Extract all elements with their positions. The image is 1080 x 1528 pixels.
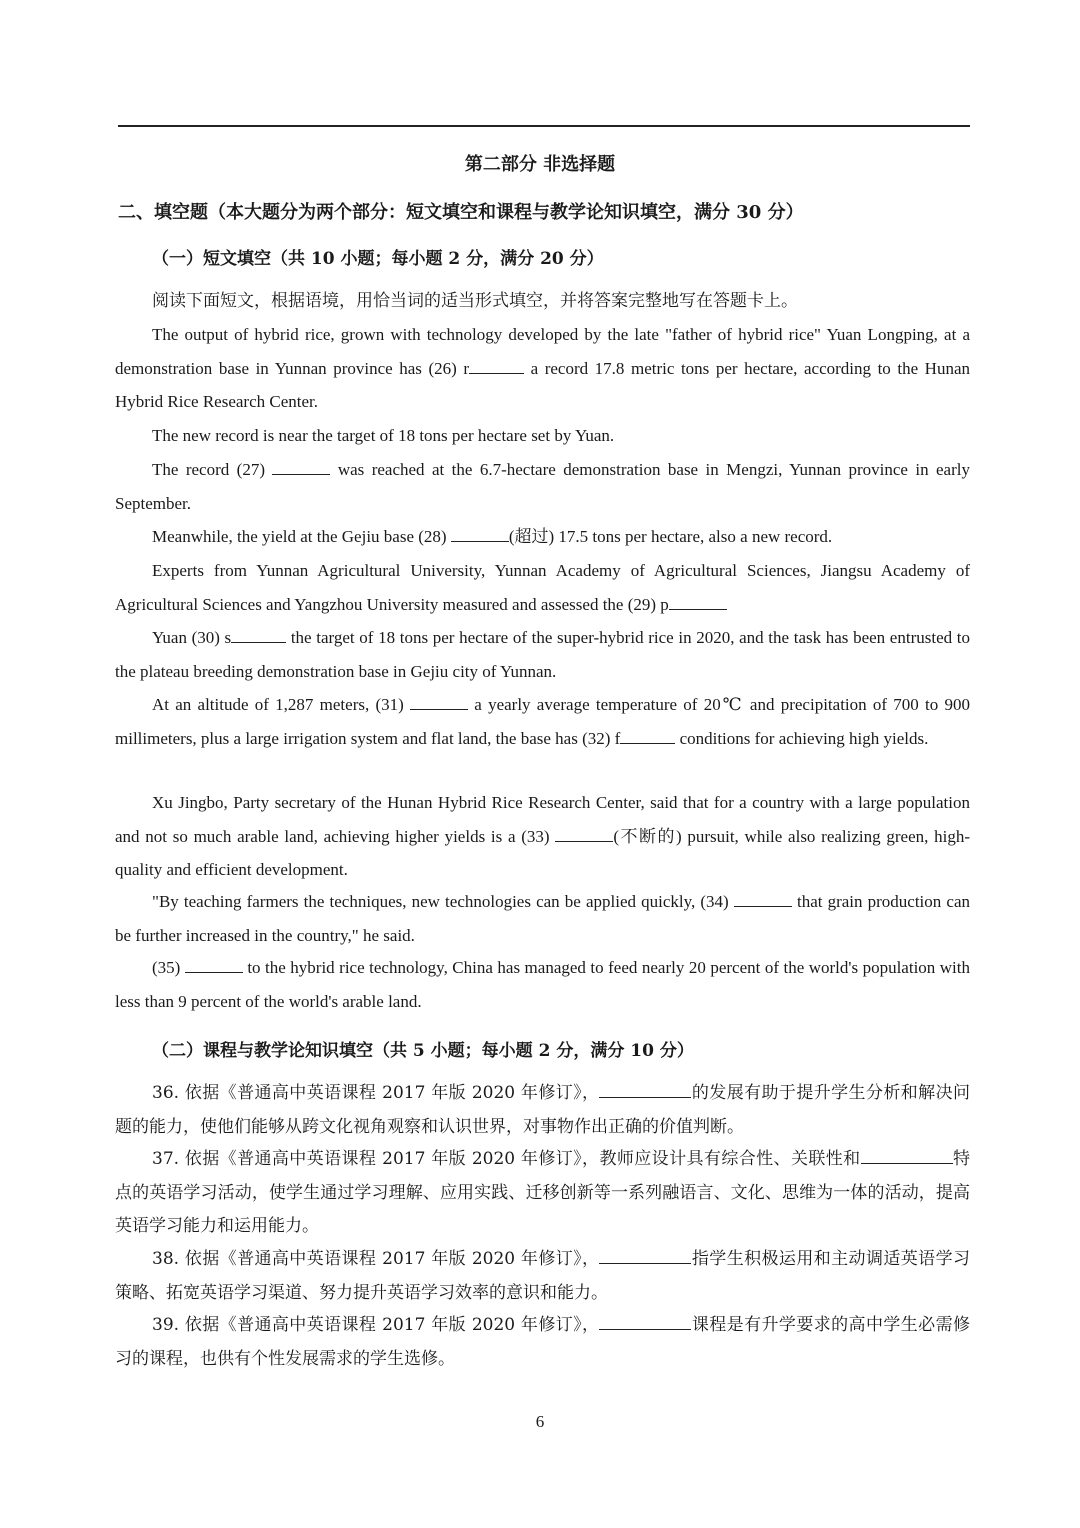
page-number: 6 — [535, 1412, 545, 1431]
section-title: 第二部分 非选择题 — [464, 154, 616, 175]
blank-38 — [599, 1246, 691, 1264]
blank-34 — [734, 889, 792, 907]
blank-35 — [185, 955, 243, 973]
blank-37 — [861, 1146, 953, 1164]
blank-32 — [620, 726, 675, 744]
blank-31 — [410, 692, 468, 710]
question-39: 39. 依据《普通高中英语课程 2017 年版 2020 年修订》， 课程是有升学要求的高中学生必需修习的课程，也供有个性发展需求的学生选修。 — [115, 1309, 970, 1376]
sub1-heading: （一）短文填空（共 10 小题；每小题 2 分，满分 20 分） — [152, 249, 604, 269]
question-37: 37. 依据《普通高中英语课程 2017 年版 2020 年修订》，教师应设计具有综合性、关联性和 特点的英语学习活动，使学生通过学习理解、应用实践、迁移创新等一系列融语言、文化、思维为一体的活动，提高英语学习能力和运用能力。 — [115, 1143, 970, 1244]
sub2-heading: （二）课程与教学论知识填空（共 5 小题；每小题 2 分，满分 10 分） — [152, 1041, 694, 1061]
blank-27 — [272, 457, 330, 475]
passage-p6: Yuan (30) s the target of 18 tons per hectare of the super-hybrid rice in 2020, and the task has been entrusted to the plateau breeding demonstration base in Gejiu city of Yunnan. — [115, 621, 970, 688]
instruction: 阅读下面短文，根据语境，用恰当词的适当形式填空，并将答案完整地写在答题卡上。 — [152, 291, 798, 311]
blank-30 — [231, 625, 286, 643]
top-rule — [118, 125, 970, 127]
question-38: 38. 依据《普通高中英语课程 2017 年版 2020 年修订》， 指学生积极运用和主动调适英语学习策略、拓宽英语学习渠道、努力提升英语学习效率的意识和能力。 — [115, 1243, 970, 1310]
passage-p8: Xu Jingbo, Party secretary of the Hunan Hybrid Rice Research Center, said that for a country with a large population and not so much arable land, achieving higher yields is a (33) (不断的) pursuit, while also realizing green, high-quality and efficient development. — [115, 793, 970, 879]
blank-26 — [469, 356, 524, 374]
blank-33 — [555, 824, 613, 842]
passage-p5: Experts from Yunnan Agricultural University, Yunnan Academy of Agricultural Sciences, Jiangsu Academy of Agricultural Sciences and Yangzhou University measured and assessed the (29) p — [115, 561, 970, 614]
blank-28 — [451, 524, 509, 542]
passage-p2: The new record is near the target of 18 tons per hectare set by Yuan. — [152, 426, 615, 445]
passage-p7: At an altitude of 1,287 meters, (31) a yearly average temperature of 20℃ and precipitation of 700 to 900 millimeters, plus a large irrigation system and flat land, the base has (32) f conditions for achieving high yields. — [115, 688, 970, 755]
passage-p10: (35) to the hybrid rice technology, China has managed to feed nearly 20 percent of the world's population with less than 9 percent of the world's arable land. — [115, 951, 970, 1018]
passage-p4: Meanwhile, the yield at the Gejiu base (28) (超过) 17.5 tons per hectare, also a new record. — [115, 520, 970, 554]
passage-p3: The record (27) was reached at the 6.7-hectare demonstration base in Mengzi, Yunnan province in early September. — [115, 453, 970, 520]
passage-p1: The output of hybrid rice, grown with technology developed by the late "father of hybrid rice" Yuan Longping, at a demonstration base in Yunnan province has (26) r a record 17.8 metric tons per hectare, according to the Hunan Hybrid Rice Research Center. — [115, 325, 970, 411]
blank-39 — [599, 1312, 691, 1330]
question-36: 36. 依据《普通高中英语课程 2017 年版 2020 年修订》， 的发展有助于提升学生分析和解决问题的能力，使他们能够从跨文化视角观察和认识世界，对事物作出正确的价值判断。 — [115, 1077, 970, 1144]
passage-p9: "By teaching farmers the techniques, new technologies can be applied quickly, (34) that grain production can be further increased in the country," he said. — [115, 885, 970, 952]
blank-36 — [599, 1080, 691, 1098]
blank-29 — [669, 592, 727, 610]
part2-heading: 二、填空题（本大题分为两个部分：短文填空和课程与教学论知识填空，满分 30 分） — [118, 202, 804, 223]
